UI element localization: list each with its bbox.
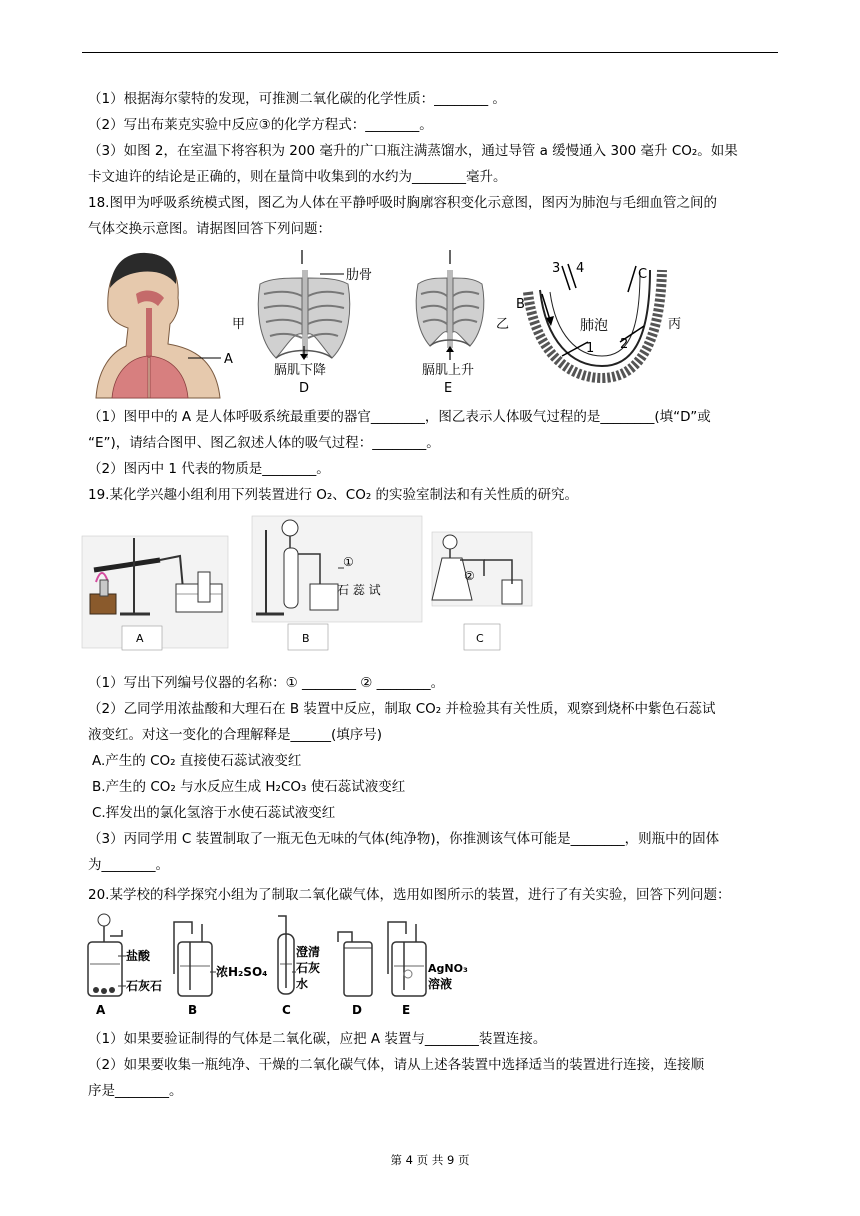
- respiratory-system-figure: [96, 253, 221, 398]
- label-agno3-2: 溶液: [428, 977, 453, 991]
- q19-part2-line2: 液变红。对这一变化的合理解释是______(填序号): [88, 727, 383, 743]
- label-diaphragm-up: 膈肌上升: [422, 363, 475, 378]
- label-apparatus-C: C: [476, 632, 484, 645]
- label-tube-C: C: [282, 1003, 291, 1017]
- q17-part3-line1: （3）如图 2，在室温下将容积为 200 毫升的广口瓶注满蒸馏水，通过导管 a 缓慢通入 300 毫升 CO₂。如果: [88, 143, 738, 159]
- page-footer: 第 4 页 共 9 页: [390, 1153, 470, 1167]
- label-bottle-E: E: [402, 1003, 411, 1017]
- q17-part1: （1）根据海尔蒙特的发现，可推测二氧化碳的化学性质：________ 。: [88, 91, 506, 107]
- bottle-d: [338, 932, 372, 996]
- label-jia: 甲: [232, 317, 246, 332]
- label-C: C: [638, 267, 648, 282]
- q17-part3-line2: 卡文迪许的结论是正确的，则在量筒中收集到的水约为________毫升。: [88, 169, 507, 185]
- q18-stem-line2: 气体交换示意图。请据图回答下列问题：: [88, 221, 331, 237]
- label-hcl: 盐酸: [126, 949, 151, 963]
- apparatus-b: [252, 516, 422, 622]
- label-apparatus-B: B: [302, 632, 310, 645]
- q20-stem: 20.某学校的科学探究小组为了制取二氧化碳气体，选用如图所示的装置，进行了有关实验，回答下列问题：: [88, 887, 731, 903]
- label-circle-2: ②: [464, 569, 475, 583]
- tube-c: [278, 916, 296, 994]
- bottle-e: [388, 922, 426, 996]
- q18-figure-drawing: [88, 248, 708, 400]
- ribcage-d-figure: [258, 250, 349, 360]
- q20-part2-line2: 序是________。: [88, 1083, 183, 1099]
- label-n3: 3: [552, 261, 561, 276]
- label-E: E: [444, 381, 453, 396]
- q19-stem: 19.某化学兴趣小组利用下列装置进行 O₂、CO₂ 的实验室制法和有关性质的研究。: [88, 487, 579, 503]
- q20-figure: [82, 912, 470, 1020]
- bottle-b: [174, 922, 216, 996]
- q19-part1: （1）写出下列编号仪器的名称：① ________ ② ________。: [88, 675, 445, 691]
- label-limewater-1: 澄清: [296, 945, 321, 959]
- label-B: B: [516, 297, 525, 312]
- q18-part1-line1: （1）图甲中的 A 是人体呼吸系统最重要的器官________，图乙表示人体吸气过程的是________(填“D”或: [88, 409, 711, 425]
- header-rule: [82, 52, 778, 53]
- label-bing: 丙: [668, 317, 682, 332]
- q18-part2: （2）图丙中 1 代表的物质是________。: [88, 461, 330, 477]
- label-circle-1: ①: [343, 555, 354, 569]
- label-limewater-3: 水: [296, 977, 309, 991]
- label-apparatus-A: A: [136, 632, 144, 645]
- q19-part2-line1: （2）乙同学用浓盐酸和大理石在 B 装置中反应，制取 CO₂ 并检验其有关性质，观察到烧杯中紫色石蕊试: [88, 701, 716, 717]
- q19-part3-line1: （3）丙同学用 C 装置制取了一瓶无色无味的气体(纯净物)，你推测该气体可能是________，则瓶中的固体: [88, 831, 720, 847]
- q17-part2: （2）写出布莱克实验中反应③的化学方程式：________。: [88, 117, 433, 133]
- label-n4: 4: [576, 261, 585, 276]
- label-yi: 乙: [496, 317, 510, 332]
- label-bottle-A: A: [96, 1003, 106, 1017]
- ribcage-e-figure: [416, 250, 484, 360]
- label-agno3-1: AgNO₃: [428, 962, 468, 975]
- label-n1: 1: [586, 341, 595, 356]
- q19-figure-drawing: [80, 514, 540, 652]
- label-diaphragm-down: 膈肌下降: [274, 363, 327, 378]
- apparatus-c: [432, 532, 532, 606]
- q18-stem-line1: 18.图甲为呼吸系统模式图，图乙为人体在平静呼吸时胸廓容积变化示意图，图丙为肺泡与毛细血管之间的: [88, 195, 717, 211]
- label-D: D: [299, 381, 310, 396]
- label-litmus: 石 蕊 试: [337, 583, 381, 597]
- label-ribs: 肋骨: [346, 268, 373, 283]
- label-n2: 2: [620, 337, 629, 352]
- label-limestone: 石灰石: [126, 979, 163, 993]
- label-A: A: [224, 352, 233, 367]
- label-limewater-2: 石灰: [296, 961, 321, 975]
- q19-option-b: B.产生的 CO₂ 与水反应生成 H₂CO₃ 使石蕊试液变红: [92, 779, 406, 795]
- bottle-a: [88, 914, 126, 996]
- q19-option-a: A.产生的 CO₂ 直接使石蕊试液变红: [92, 753, 302, 769]
- q20-part1: （1）如果要验证制得的气体是二氧化碳，应把 A 装置与________装置连接。: [88, 1031, 547, 1047]
- label-alveolus: 肺泡: [580, 318, 608, 334]
- label-bottle-D: D: [352, 1003, 362, 1017]
- q18-part1-line2: “E”)，请结合图甲、图乙叙述人体的吸气过程：________。: [88, 435, 440, 451]
- q19-option-c: C.挥发出的氯化氢溶于水使石蕊试液变红: [92, 805, 336, 821]
- q20-part2-line1: （2）如果要收集一瓶纯净、干燥的二氧化碳气体，请从上述各装置中选择适当的装置进行连接，连接顺: [88, 1057, 705, 1073]
- q19-figure: [80, 514, 540, 652]
- q19-part3-line2: 为________。: [88, 857, 169, 873]
- label-h2so4: 浓H₂SO₄: [216, 965, 268, 979]
- q20-figure-drawing: [82, 912, 470, 1020]
- label-bottle-B: B: [188, 1003, 198, 1017]
- q18-figure: [88, 248, 708, 400]
